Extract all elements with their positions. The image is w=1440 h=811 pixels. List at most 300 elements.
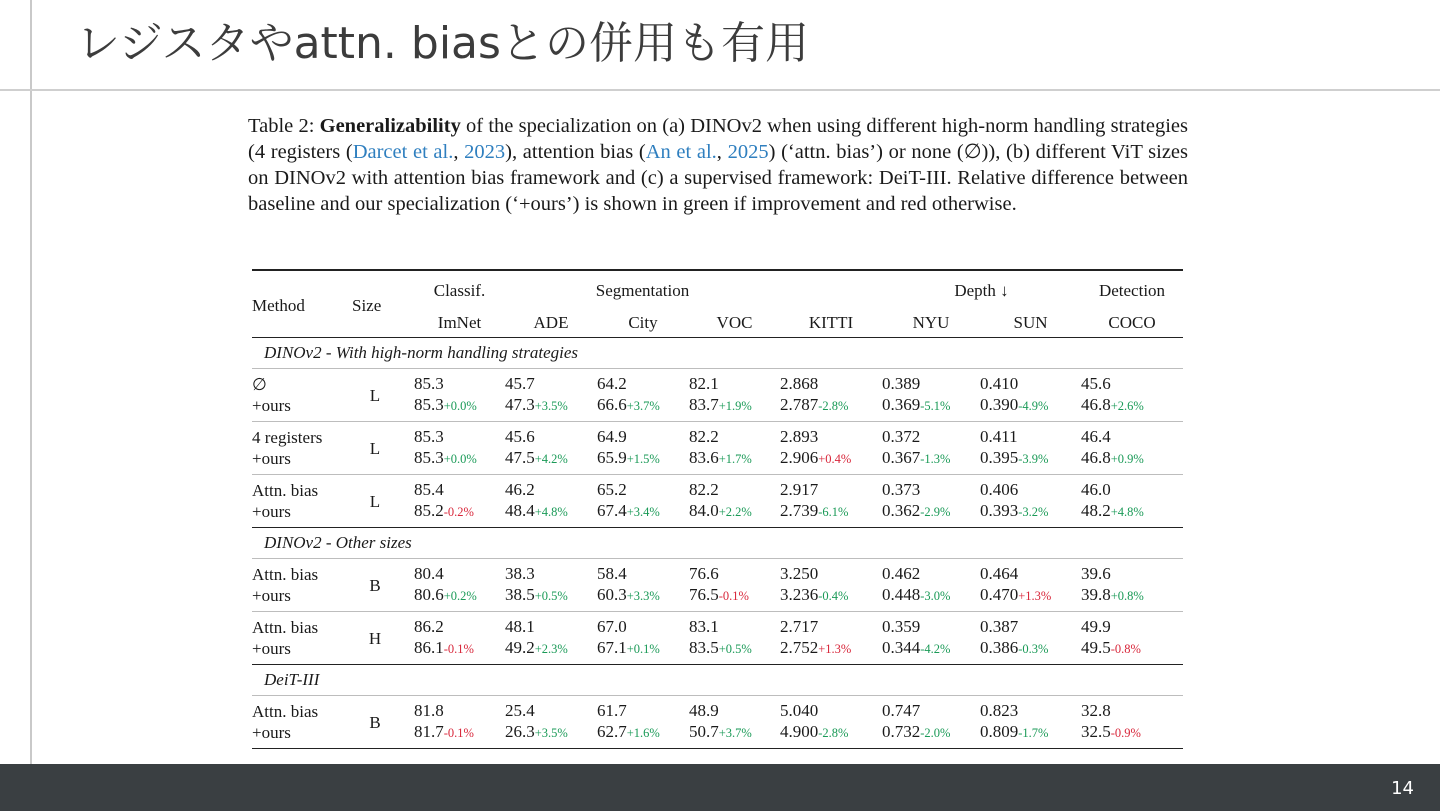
metric-cell (780, 696, 882, 749)
ours-line (780, 447, 882, 470)
metric-cell (505, 475, 597, 528)
metric-cell (597, 475, 689, 528)
ours-line (505, 584, 597, 607)
header-segmentation: Segmentation (595, 281, 690, 300)
ours-value: 0.448 (882, 585, 921, 604)
delta-positive: -4.2% (920, 642, 951, 656)
delta-positive: +3.5% (534, 399, 568, 413)
ours-line (505, 394, 597, 417)
delta-negative: +1.3% (1018, 589, 1052, 603)
metric-cell (597, 696, 689, 749)
ours-line (980, 637, 1081, 660)
delta-negative: -0.1% (443, 642, 474, 656)
ours-value: 67.1 (597, 638, 627, 657)
metric-cell (780, 422, 882, 475)
table-row (252, 475, 1183, 528)
baseline-value: 2.868 (780, 374, 819, 393)
baseline-value: 3.250 (780, 564, 819, 583)
metric-cell (505, 369, 597, 422)
baseline-value: 46.4 (1081, 427, 1111, 446)
ours-line (780, 637, 882, 660)
baseline-value: 85.3 (414, 374, 444, 393)
size-cell: L (352, 422, 414, 475)
ours-line (505, 637, 597, 660)
delta-positive: +0.5% (534, 589, 568, 603)
col-header: KITTI (780, 308, 882, 338)
method-cell (252, 369, 352, 422)
ours-line (980, 584, 1081, 607)
ours-value: 49.2 (505, 638, 535, 657)
metric-cell (882, 696, 980, 749)
metric-cell (1081, 369, 1183, 422)
baseline-value: 67.0 (597, 617, 627, 636)
metric-cell (505, 422, 597, 475)
ours-line (780, 721, 882, 744)
metric-cell (689, 422, 780, 475)
ours-value: 67.4 (597, 501, 627, 520)
ours-line (980, 447, 1081, 470)
ours-line (689, 637, 780, 660)
delta-positive: +2.6% (1110, 399, 1144, 413)
col-header: ADE (505, 308, 597, 338)
ours-line (689, 447, 780, 470)
caption-bold-term: Generalizability (319, 115, 461, 137)
citation-year-darcet[interactable]: 2023 (464, 141, 506, 163)
ours-line (882, 447, 980, 470)
delta-positive: -4.9% (1018, 399, 1049, 413)
delta-positive: -2.0% (920, 726, 951, 740)
baseline-value: 85.3 (414, 427, 444, 446)
delta-positive: +4.8% (534, 505, 568, 519)
ours-line (414, 447, 505, 470)
delta-positive: +2.2% (718, 505, 752, 519)
baseline-value: 82.2 (689, 427, 719, 446)
ours-line (505, 721, 597, 744)
ours-line (780, 584, 882, 607)
baseline-value: 0.410 (980, 374, 1019, 393)
ours-value: 81.7 (414, 722, 444, 741)
delta-positive: +2.3% (534, 642, 568, 656)
delta-negative: +1.3% (818, 642, 852, 656)
ours-line (597, 637, 689, 660)
method-name: Attn. bias (252, 481, 319, 500)
baseline-value: 25.4 (505, 701, 535, 720)
delta-positive: +0.1% (626, 642, 660, 656)
ours-value: 0.393 (980, 501, 1019, 520)
ours-line (597, 721, 689, 744)
ours-line (882, 584, 980, 607)
ours-value: 46.8 (1081, 448, 1111, 467)
header-classif: Classif. (433, 281, 486, 300)
delta-positive: +0.9% (1110, 452, 1144, 466)
delta-positive: -5.1% (920, 399, 951, 413)
size-cell: B (352, 559, 414, 612)
col-header: SUN (980, 308, 1081, 338)
baseline-value: 2.717 (780, 617, 819, 636)
ours-line (597, 584, 689, 607)
delta-positive: +0.0% (443, 399, 477, 413)
baseline-value: 48.1 (505, 617, 535, 636)
delta-positive: -2.8% (818, 399, 849, 413)
method-cell (252, 612, 352, 665)
delta-positive: +3.3% (626, 589, 660, 603)
ours-value: 32.5 (1081, 722, 1111, 741)
ours-line (505, 500, 597, 523)
ours-value: 62.7 (597, 722, 627, 741)
metric-cell (597, 422, 689, 475)
metric-cell (980, 475, 1081, 528)
baseline-value: 0.359 (882, 617, 921, 636)
baseline-value: 81.8 (414, 701, 444, 720)
metric-cell (1081, 475, 1183, 528)
baseline-value: 85.4 (414, 480, 444, 499)
ours-value: 0.470 (980, 585, 1019, 604)
metric-cell (414, 422, 505, 475)
header-depth: Depth ↓ (954, 281, 1009, 300)
ours-value: 85.3 (414, 395, 444, 414)
delta-positive: -1.7% (1018, 726, 1049, 740)
metric-cell (597, 369, 689, 422)
ours-line (414, 394, 505, 417)
ours-line (689, 394, 780, 417)
ours-value: 83.6 (689, 448, 719, 467)
ours-value: 0.367 (882, 448, 921, 467)
baseline-value: 58.4 (597, 564, 627, 583)
method-cell (252, 422, 352, 475)
ours-value: 49.5 (1081, 638, 1111, 657)
metric-cell (505, 696, 597, 749)
delta-positive: +0.8% (1110, 589, 1144, 603)
header-size: Size (352, 270, 414, 338)
metric-cell (414, 369, 505, 422)
method-name: Attn. bias (252, 702, 319, 721)
baseline-value: 32.8 (1081, 701, 1111, 720)
section-title: DINOv2 - Other sizes (252, 528, 1183, 559)
baseline-value: 0.406 (980, 480, 1019, 499)
ours-value: 83.5 (689, 638, 719, 657)
method-cell (252, 559, 352, 612)
baseline-value: 0.462 (882, 564, 921, 583)
caption-text-2: ), attention bias ( (505, 141, 646, 163)
delta-positive: -0.3% (1018, 642, 1049, 656)
table-row (252, 612, 1183, 665)
baseline-value: 46.2 (505, 480, 535, 499)
ours-value: 2.906 (780, 448, 819, 467)
caption-label: Table 2: (248, 115, 315, 137)
delta-positive: +3.7% (718, 726, 752, 740)
metric-cell (414, 559, 505, 612)
metric-cell (980, 422, 1081, 475)
baseline-value: 48.9 (689, 701, 719, 720)
table-row (252, 559, 1183, 612)
table-row (252, 696, 1183, 749)
ours-value: 26.3 (505, 722, 535, 741)
col-header: COCO (1081, 308, 1183, 338)
ours-value: 48.2 (1081, 501, 1111, 520)
footer-bar (0, 764, 1440, 811)
ours-line (597, 500, 689, 523)
col-header: VOC (689, 308, 780, 338)
delta-positive: -3.9% (1018, 452, 1049, 466)
ours-line (414, 637, 505, 660)
delta-positive: -1.3% (920, 452, 951, 466)
baseline-value: 46.0 (1081, 480, 1111, 499)
ours-line (1081, 500, 1183, 523)
baseline-value: 0.464 (980, 564, 1019, 583)
metric-cell (505, 559, 597, 612)
method-ours: +ours (252, 586, 291, 605)
table-body (252, 338, 1183, 749)
baseline-value: 0.747 (882, 701, 921, 720)
baseline-value: 65.2 (597, 480, 627, 499)
ours-line (414, 584, 505, 607)
ours-line (980, 500, 1081, 523)
metric-cell (882, 559, 980, 612)
caption-text-1: of the specialization on (a) DINOv2 when using different high-norm handling strategies (4 registers ( (248, 115, 1188, 163)
metric-cell (882, 475, 980, 528)
ours-value: 76.5 (689, 585, 719, 604)
baseline-value: 82.2 (689, 480, 719, 499)
method-name: ∅ (252, 375, 267, 394)
ours-value: 3.236 (780, 585, 819, 604)
size-cell: L (352, 369, 414, 422)
ours-line (1081, 637, 1183, 660)
caption-text-3: ) (‘attn. bias’) or none (∅)), (b) different ViT sizes on DINOv2 with attention bias framework and (c) a supervised framework: DeiT-III. Relative difference between baseline and our specialization (‘+ours’) is shown in green if improvement and red otherwise. (248, 141, 1188, 215)
metric-cell (1081, 696, 1183, 749)
slide-title: レジスタやattn. biasとの併用も有用 (76, 18, 809, 69)
metric-cell (780, 559, 882, 612)
metric-cell (882, 369, 980, 422)
ours-line (1081, 721, 1183, 744)
delta-positive: +3.4% (626, 505, 660, 519)
method-name: 4 registers (252, 428, 323, 447)
table-caption: Table 2: Generalizability of the specialization on (a) DINOv2 when using different high-norm handling strategies (4 registers (Darcet et al., 2023), attention bias (An et al., 2025) (‘attn. bias’) or none (∅)), (b) different ViT sizes on DINOv2 with attention bias framework and (c) a supervised framework: DeiT-III. Relative difference between baseline and our specialization (‘+ours’) is shown in green if improvement and red otherwise. (248, 115, 1188, 215)
metric-cell (980, 369, 1081, 422)
baseline-value: 45.6 (505, 427, 535, 446)
baseline-value: 45.7 (505, 374, 535, 393)
ours-value: 0.390 (980, 395, 1019, 414)
ours-value: 85.2 (414, 501, 444, 520)
ours-value: 85.3 (414, 448, 444, 467)
ours-line (1081, 447, 1183, 470)
baseline-value: 82.1 (689, 374, 719, 393)
delta-positive: +3.5% (534, 726, 568, 740)
delta-positive: +4.2% (534, 452, 568, 466)
page-number: 14 (1391, 778, 1414, 799)
ours-value: 47.3 (505, 395, 535, 414)
method-ours: +ours (252, 449, 291, 468)
baseline-value: 0.373 (882, 480, 921, 499)
ours-value: 0.386 (980, 638, 1019, 657)
section-title: DINOv2 - With high-norm handling strategies (252, 338, 1183, 369)
baseline-value: 0.372 (882, 427, 921, 446)
baseline-value: 80.4 (414, 564, 444, 583)
ours-value: 50.7 (689, 722, 719, 741)
baseline-value: 0.411 (980, 427, 1018, 446)
baseline-value: 5.040 (780, 701, 819, 720)
table-row (252, 369, 1183, 422)
ours-value: 47.5 (505, 448, 535, 467)
baseline-value: 39.6 (1081, 564, 1111, 583)
delta-negative: +0.4% (818, 452, 852, 466)
metric-cell (980, 696, 1081, 749)
baseline-value: 61.7 (597, 701, 627, 720)
ours-line (689, 584, 780, 607)
delta-positive: +4.8% (1110, 505, 1144, 519)
metric-cell (689, 369, 780, 422)
delta-positive: +1.9% (718, 399, 752, 413)
method-ours: +ours (252, 723, 291, 742)
baseline-value: 2.893 (780, 427, 819, 446)
baseline-value: 0.823 (980, 701, 1019, 720)
delta-positive: +0.2% (443, 589, 477, 603)
method-ours: +ours (252, 396, 291, 415)
delta-negative: -0.8% (1110, 642, 1141, 656)
ours-line (505, 447, 597, 470)
ours-value: 48.4 (505, 501, 535, 520)
ours-line (882, 394, 980, 417)
ours-line (980, 394, 1081, 417)
metric-cell (414, 612, 505, 665)
baseline-value: 83.1 (689, 617, 719, 636)
metric-cell (597, 612, 689, 665)
metric-cell (1081, 422, 1183, 475)
delta-negative: -0.2% (443, 505, 474, 519)
ours-value: 2.787 (780, 395, 819, 414)
citation-year-an[interactable]: 2025 (727, 141, 769, 163)
header-method: Method (252, 270, 352, 338)
size-cell: L (352, 475, 414, 528)
method-ours: +ours (252, 502, 291, 521)
ours-value: 66.6 (597, 395, 627, 414)
ours-value: 0.369 (882, 395, 921, 414)
ours-line (689, 500, 780, 523)
ours-line (980, 721, 1081, 744)
method-cell (252, 696, 352, 749)
delta-positive: -3.0% (920, 589, 951, 603)
col-header: ImNet (414, 308, 505, 338)
delta-positive: -2.8% (818, 726, 849, 740)
ours-value: 4.900 (780, 722, 819, 741)
size-cell: B (352, 696, 414, 749)
metric-cell (414, 696, 505, 749)
ours-value: 46.8 (1081, 395, 1111, 414)
ours-value: 65.9 (597, 448, 627, 467)
ours-line (597, 394, 689, 417)
metric-cell (980, 559, 1081, 612)
metric-cell (980, 612, 1081, 665)
ours-value: 38.5 (505, 585, 535, 604)
metric-cell (882, 612, 980, 665)
baseline-value: 49.9 (1081, 617, 1111, 636)
baseline-value: 76.6 (689, 564, 719, 583)
method-ours: +ours (252, 639, 291, 658)
ours-line (689, 721, 780, 744)
metric-cell (689, 475, 780, 528)
ours-line (1081, 394, 1183, 417)
header-detection: Detection (1098, 281, 1166, 300)
delta-negative: -0.9% (1110, 726, 1141, 740)
ours-value: 0.395 (980, 448, 1019, 467)
method-name: Attn. bias (252, 618, 319, 637)
delta-positive: -3.2% (1018, 505, 1049, 519)
delta-positive: -2.9% (920, 505, 951, 519)
ours-line (882, 637, 980, 660)
ours-line (414, 721, 505, 744)
delta-positive: +0.5% (718, 642, 752, 656)
section-title: DeiT-III (252, 665, 1183, 696)
delta-positive: +3.7% (626, 399, 660, 413)
delta-positive: +1.7% (718, 452, 752, 466)
size-cell: H (352, 612, 414, 665)
metric-cell (780, 369, 882, 422)
metric-cell (414, 475, 505, 528)
ours-value: 39.8 (1081, 585, 1111, 604)
metric-cell (689, 559, 780, 612)
ours-value: 0.809 (980, 722, 1019, 741)
method-name: Attn. bias (252, 565, 319, 584)
metric-cell (505, 612, 597, 665)
baseline-value: 0.389 (882, 374, 921, 393)
table-row (252, 422, 1183, 475)
delta-negative: -0.1% (718, 589, 749, 603)
ours-value: 0.732 (882, 722, 921, 741)
metric-cell (1081, 559, 1183, 612)
ours-line (882, 721, 980, 744)
method-cell (252, 475, 352, 528)
ours-line (882, 500, 980, 523)
delta-positive: +1.6% (626, 726, 660, 740)
metric-cell (780, 612, 882, 665)
ours-line (597, 447, 689, 470)
baseline-value: 38.3 (505, 564, 535, 583)
ours-value: 0.344 (882, 638, 921, 657)
ours-value: 60.3 (597, 585, 627, 604)
metric-cell (882, 422, 980, 475)
metric-cell (689, 612, 780, 665)
ours-line (1081, 584, 1183, 607)
delta-positive: -6.1% (818, 505, 849, 519)
ours-line (780, 500, 882, 523)
baseline-value: 0.387 (980, 617, 1019, 636)
baseline-value: 64.9 (597, 427, 627, 446)
ours-value: 2.752 (780, 638, 819, 657)
delta-positive: +0.0% (443, 452, 477, 466)
baseline-value: 45.6 (1081, 374, 1111, 393)
baseline-value: 2.917 (780, 480, 819, 499)
delta-positive: -0.4% (818, 589, 849, 603)
metric-cell (689, 696, 780, 749)
delta-negative: -0.1% (443, 726, 474, 740)
col-header: NYU (882, 308, 980, 338)
ours-value: 83.7 (689, 395, 719, 414)
ours-value: 80.6 (414, 585, 444, 604)
citation-link-darcet[interactable]: Darcet et al. (352, 141, 454, 163)
title-divider (0, 89, 1440, 91)
metric-cell (1081, 612, 1183, 665)
left-margin-rule (30, 0, 32, 764)
metric-cell (780, 475, 882, 528)
citation-link-an[interactable]: An et al. (645, 141, 717, 163)
metric-cell (597, 559, 689, 612)
delta-positive: +1.5% (626, 452, 660, 466)
ours-value: 2.739 (780, 501, 819, 520)
ours-value: 0.362 (882, 501, 921, 520)
ours-value: 86.1 (414, 638, 444, 657)
ours-value: 84.0 (689, 501, 719, 520)
col-header: City (597, 308, 689, 338)
baseline-value: 64.2 (597, 374, 627, 393)
